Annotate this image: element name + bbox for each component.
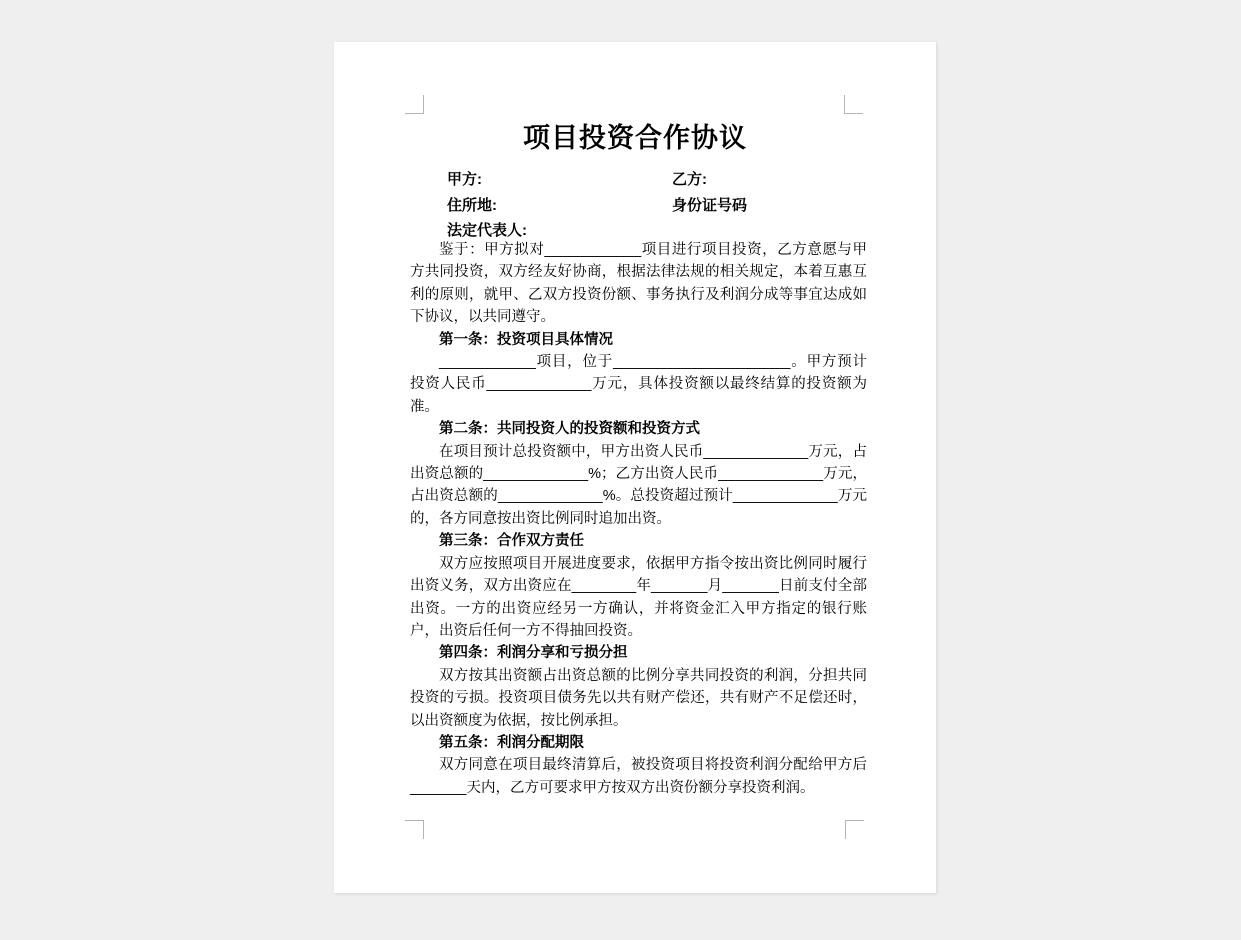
parties-row-2 <box>447 193 867 219</box>
parties-block <box>447 167 867 244</box>
margin-mark-bottom-right <box>845 820 864 839</box>
parties-row-1 <box>447 167 867 193</box>
party-a-label: 甲方: <box>447 171 482 188</box>
document-body <box>410 239 867 799</box>
section-4-body: 双方按其出资额占出资总额的比例分享共同投资的利润，分担共同投资的亏损。投资项目债务先以共有财产偿还，共有财产不足偿还时，以出资额度为依据，按比例承担。 <box>410 667 867 729</box>
id-number-label: 身份证号码 <box>672 196 748 214</box>
section-5-heading: 第五条：利润分配期限 <box>439 734 584 751</box>
section-2-body: 在项目预计总投资额中，甲方出资人民币_____________万元，占出资总额的_____________%；乙方出资人民币_____________万元，占出资总额的_____________%。总投资超过预计_____________万元的，各方同意按出资比例同时追加出资。 <box>410 443 867 527</box>
section-1-body: ____________项目，位于______________________。甲方预计投资人民币_____________万元，具体投资额以最终结算的投资额为准。 <box>410 354 867 415</box>
margin-mark-top-left <box>405 95 424 114</box>
party-b-label: 乙方: <box>672 171 707 188</box>
address-label: 住所地: <box>447 196 497 214</box>
section-1-heading: 第一条：投资项目具体情况 <box>439 331 613 348</box>
margin-mark-bottom-left <box>405 820 424 839</box>
section-3-body: 双方应按照项目开展进度要求，依据甲方指令按出资比例同时履行出资义务，双方出资应在________年_______月_______日前支付全部出资。一方的出资应经另一方确认，并将资金汇入甲方指定的银行账户，出资后任何一方不得抽回投资。 <box>410 555 867 639</box>
legal-representative-label: 法定代表人: <box>447 222 527 239</box>
section-5-body: 双方同意在项目最终清算后，被投资项目将投资利润分配给甲方后_______天内，乙方可要求甲方按双方出资份额分享投资利润。 <box>410 757 867 796</box>
document-page <box>334 42 936 893</box>
preamble-paragraph: 鉴于：甲方拟对____________项目进行项目投资，乙方意愿与甲方共同投资，双方经友好协商，根据法律法规的相关规定，本着互惠互利的原则，就甲、乙双方投资份额、事务执行及利润分成等事宜达成如下协议，以共同遵守。 <box>410 242 867 326</box>
section-3-heading: 第三条：合作双方责任 <box>439 533 584 550</box>
section-4-heading: 第四条：利润分享和亏损分担 <box>439 645 628 662</box>
document-title: 项目投资合作协议 <box>523 123 747 153</box>
section-2-heading: 第二条：共同投资人的投资额和投资方式 <box>439 421 700 438</box>
margin-mark-top-right <box>844 95 863 114</box>
